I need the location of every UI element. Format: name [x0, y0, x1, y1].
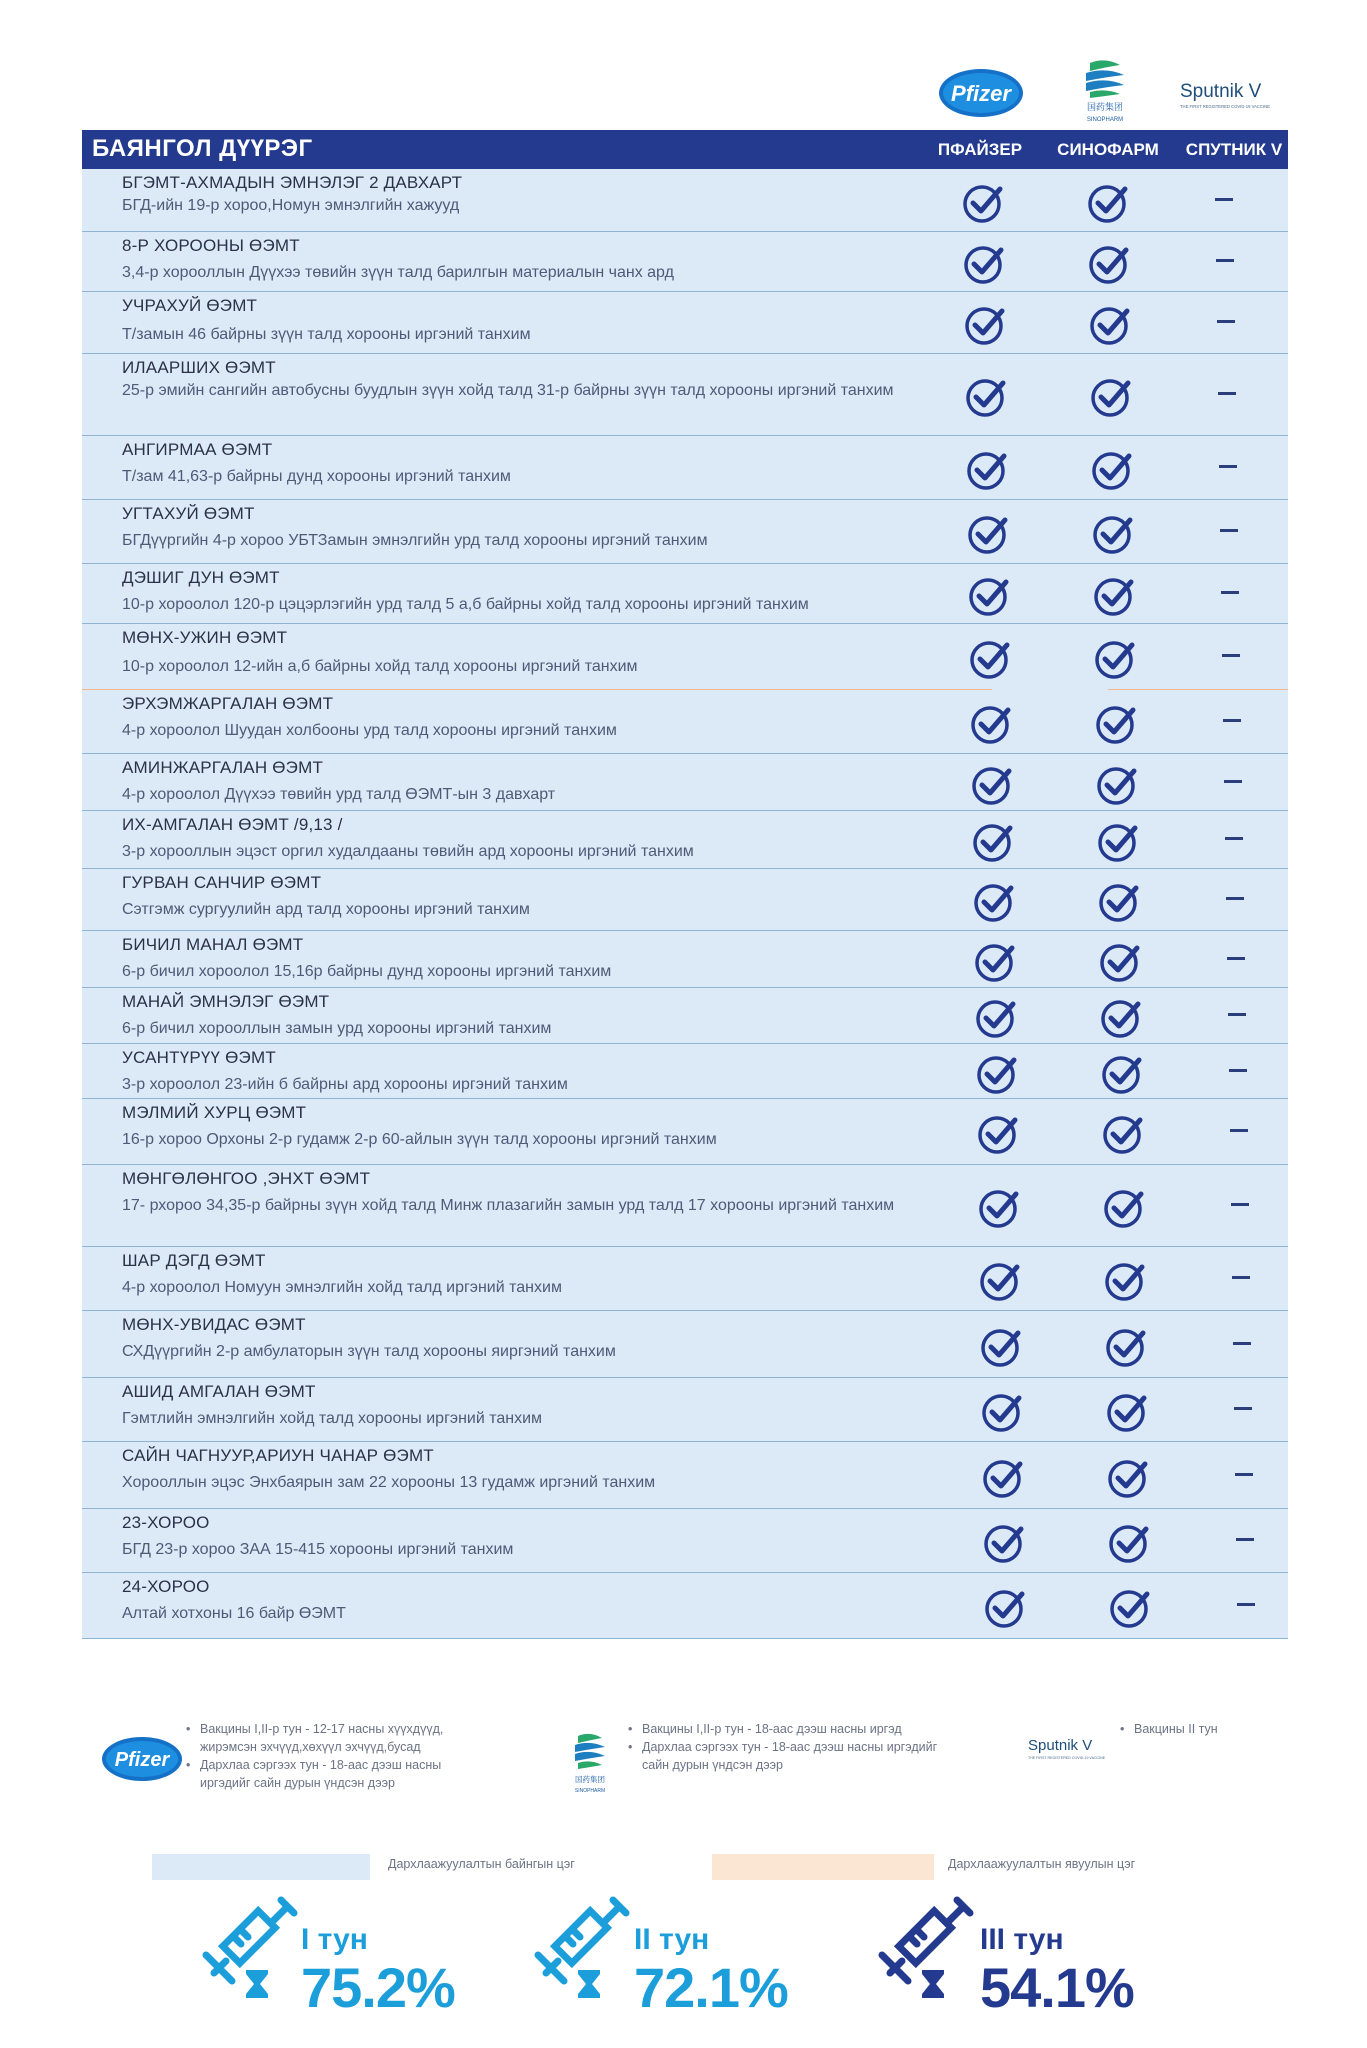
sinopharm-logo — [1070, 55, 1140, 125]
syringe-hourglass-icon — [186, 1895, 306, 2015]
dose-2-stat — [518, 1895, 788, 2048]
check-icon — [984, 1587, 1026, 1629]
point-name: АМИНЖАРГАЛАН ӨЭМТ — [122, 758, 324, 777]
table-row — [82, 564, 1288, 624]
column-pfizer: ПФАЙЗЕР — [937, 140, 1023, 159]
point-name: АШИД АМГАЛАН ӨЭМТ — [122, 1382, 316, 1401]
check-icon — [1102, 1113, 1144, 1155]
point-address: 10-р хороолол 12-ийн а,б байрны хойд талд хорооны иргэний танхим — [122, 658, 638, 675]
dash-icon — [1219, 465, 1237, 468]
point-address: 25-р эмийн сангийн автобусны буудлын зүүн хойд талд 31-р байрны зүүн талд хорооны иргэний танхим — [122, 382, 894, 399]
point-name: ШАР ДЭГД ӨЭМТ — [122, 1251, 266, 1270]
dash-icon — [1226, 897, 1244, 900]
point-name: МЭЛМИЙ ХУРЦ ӨЭМТ — [122, 1103, 307, 1122]
svg-text:SINOPHARM: SINOPHARM — [574, 1788, 606, 1794]
pfizer-logo — [100, 1734, 184, 1784]
svg-text:国药集团: 国药集团 — [575, 1775, 605, 1784]
check-icon — [1093, 575, 1135, 617]
sinopharm-legend-list — [628, 1720, 948, 1774]
svg-text:THE FIRST REGISTERED COVID-19: THE FIRST REGISTERED COVID-19 VACCINE — [1028, 1756, 1106, 1760]
point-name: УГТАХУЙ ӨЭМТ — [122, 504, 255, 523]
dash-icon — [1222, 654, 1240, 657]
point-address: 3-р хороолол 23-ийн б байрны ард хорооны иргэний танхим — [122, 1076, 568, 1093]
table-row — [82, 754, 1288, 811]
table-row — [82, 1509, 1288, 1573]
dash-icon — [1231, 1203, 1249, 1206]
point-address: 4-р хороолол Шуудан холбооны урд талд хорооны иргэний танхим — [122, 722, 617, 739]
check-icon — [1091, 449, 1133, 491]
dash-icon — [1225, 837, 1243, 840]
check-icon — [1094, 638, 1136, 680]
table-row — [82, 690, 1288, 754]
check-icon — [970, 703, 1012, 745]
point-address: Т/зам 41,63-р байрны дунд хорооны иргэний танхим — [122, 468, 511, 485]
sinopharm-logo — [566, 1730, 614, 1798]
table-row — [82, 436, 1288, 500]
dash-icon — [1221, 591, 1239, 594]
dash-icon — [1228, 1013, 1246, 1016]
point-name: 24-ХОРОО — [122, 1577, 210, 1596]
svg-text:Pfizer: Pfizer — [951, 81, 1011, 106]
point-name: МӨНГӨЛӨНГОО ,ЭНХТ ӨЭМТ — [122, 1169, 371, 1188]
check-icon — [973, 881, 1015, 923]
district-title: БАЯНГОЛ ДҮҮРЭГ — [92, 135, 313, 162]
check-icon — [1088, 243, 1130, 285]
dose-1-stat — [186, 1895, 455, 2048]
point-name: МӨНХ-УВИДАС ӨЭМТ — [122, 1315, 306, 1334]
check-icon — [963, 243, 1005, 285]
table-row — [82, 1165, 1288, 1247]
check-icon — [969, 638, 1011, 680]
point-address: 4-р хороолол Номуун эмнэлгийн хойд талд иргэний танхим — [122, 1279, 562, 1296]
check-icon — [967, 513, 1009, 555]
svg-text:THE FIRST REGISTERED COVID-19: THE FIRST REGISTERED COVID-19 VACCINE — [1180, 104, 1270, 109]
check-icon — [1090, 376, 1132, 418]
check-icon — [1100, 997, 1142, 1039]
point-name: ЭРХЭМЖАРГАЛАН ӨЭМТ — [122, 694, 334, 713]
dash-icon — [1215, 198, 1233, 201]
dose-3-percent: 54.1% — [980, 1956, 1134, 2019]
point-name: 23-ХОРОО — [122, 1513, 210, 1532]
dose-1-percent: 75.2% — [301, 1956, 455, 2019]
point-name: БИЧИЛ МАНАЛ ӨЭМТ — [122, 935, 304, 954]
point-name: САЙН ЧАГНУУР,АРИУН ЧАНАР ӨЭМТ — [122, 1446, 434, 1465]
point-address: Т/замын 46 байрны зүүн талд хорооны иргэний танхим — [122, 326, 531, 343]
table-row — [82, 500, 1288, 564]
point-address: Алтай хотхоны 16 байр ӨЭМТ — [122, 1605, 346, 1622]
point-address: 6-р бичил хороолол 15,16р байрны дунд хорооны иргэний танхим — [122, 963, 612, 980]
check-icon — [1097, 821, 1139, 863]
point-address: БГД-ийн 19-р хороо,Номун эмнэлгийн хажууд — [122, 197, 460, 214]
column-sputnik: СПУТНИК V — [1185, 140, 1283, 159]
table-row — [82, 988, 1288, 1044]
legend-item: • Вакцины I,II-р тун - 12-17 насны хүүхдүүд, жирэмсэн эхчүүд,хөхүүл эхчүүд,бусад — [186, 1720, 486, 1756]
check-icon — [1109, 1587, 1151, 1629]
vaccination-points-table — [82, 130, 1288, 1639]
table-row — [82, 811, 1288, 869]
point-address: 16-р хороо Орхоны 2-р гудамж 2-р 60-айлын зүүн талд хорооны иргэний танхим — [122, 1131, 717, 1148]
point-name: 8-Р ХОРООНЫ ӨЭМТ — [122, 236, 300, 255]
point-name: УСАНТҮРҮҮ ӨЭМТ — [122, 1048, 276, 1067]
check-icon — [980, 1326, 1022, 1368]
point-name: АНГИРМАА ӨЭМТ — [122, 440, 273, 459]
table-row — [82, 1044, 1288, 1099]
dash-icon — [1227, 957, 1245, 960]
table-body — [82, 169, 1288, 1639]
point-address: Хорооллын эцэс Энхбаярын зам 22 хорооны 13 гудамж иргэний танхим — [122, 1474, 656, 1491]
check-icon — [975, 997, 1017, 1039]
dose-2-percent: 72.1% — [634, 1956, 788, 2019]
check-icon — [978, 1187, 1020, 1229]
table-row — [82, 624, 1288, 690]
point-name: ДЭШИГ ДУН ӨЭМТ — [122, 568, 280, 587]
check-icon — [1103, 1187, 1145, 1229]
dash-icon — [1230, 1129, 1248, 1132]
dose-1-label: I тун — [301, 1923, 368, 1956]
check-icon — [1096, 764, 1138, 806]
point-address: Сэтгэмж сургуулийн ард талд хорооны иргэний танхим — [122, 901, 530, 918]
dash-icon — [1236, 1538, 1254, 1541]
dash-icon — [1237, 1603, 1255, 1606]
check-icon — [1105, 1326, 1147, 1368]
dash-icon — [1233, 1342, 1251, 1345]
dash-icon — [1235, 1473, 1253, 1476]
dash-icon — [1224, 780, 1242, 783]
dash-icon — [1220, 529, 1238, 532]
check-icon — [1092, 513, 1134, 555]
pfizer-logo — [936, 65, 1026, 121]
check-icon — [1106, 1391, 1148, 1433]
point-name: БГЭМТ-АХМАДЫН ЭМНЭЛЭГ 2 ДАВХАРТ — [122, 173, 463, 192]
check-icon — [1098, 881, 1140, 923]
sputnik-logo — [1028, 1730, 1118, 1766]
point-name: ИХ-АМГАЛАН ӨЭМТ /9,13 / — [122, 815, 343, 834]
table-header — [82, 130, 1288, 169]
check-icon — [977, 1113, 1019, 1155]
point-address: 3-р хорооллын эцэст оргил худалдааны төвийн ард хорооны иргэний танхим — [122, 843, 694, 860]
legend-item: • Дархлаа сэргээх тун - 18-аас дээш насны иргэдийг сайн дурын үндсэн дээр — [186, 1756, 486, 1792]
dose-2-label: II тун — [634, 1923, 710, 1956]
point-address: СХДүүргийн 2-р амбулаторын зүүн талд хорооны яиргэний танхим — [122, 1343, 616, 1360]
legend-item: • Дархлаа сэргээх тун - 18-аас дээш насны иргэдийг сайн дурын үндсэн дээр — [628, 1738, 948, 1774]
table-row — [82, 354, 1288, 436]
svg-text:国药集团: 国药集团 — [1086, 103, 1124, 113]
check-icon — [1099, 941, 1141, 983]
check-icon — [981, 1391, 1023, 1433]
point-name: ИЛААРШИХ ӨЭМТ — [122, 358, 276, 377]
permanent-point-label: Дархлаажуулалтын байнгын цэг — [388, 1857, 575, 1871]
svg-text:Sputnik V: Sputnik V — [1028, 1737, 1093, 1754]
table-row — [82, 232, 1288, 292]
check-icon — [1101, 1053, 1143, 1095]
check-icon — [1104, 1260, 1146, 1302]
check-icon — [983, 1522, 1025, 1564]
mobile-point-swatch — [712, 1854, 934, 1880]
point-address: 6-р бичил хорооллын замын урд хорооны иргэний танхим — [122, 1020, 552, 1037]
dose-3-label: III тун — [980, 1923, 1064, 1956]
check-icon — [1108, 1522, 1150, 1564]
legend-item: • Вакцины II тун — [1120, 1720, 1240, 1738]
permanent-point-swatch — [152, 1854, 370, 1880]
table-row — [82, 1099, 1288, 1165]
dash-icon — [1216, 259, 1234, 262]
dash-icon — [1234, 1407, 1252, 1410]
dose-3-stat — [862, 1895, 1142, 2048]
pfizer-legend-list — [186, 1720, 486, 1792]
check-icon — [976, 1053, 1018, 1095]
check-icon — [979, 1260, 1021, 1302]
check-icon — [971, 764, 1013, 806]
dash-icon — [1217, 320, 1235, 323]
check-icon — [972, 821, 1014, 863]
syringe-hourglass-icon — [862, 1895, 982, 2015]
check-icon — [974, 941, 1016, 983]
check-icon — [965, 376, 1007, 418]
svg-text:Pfizer: Pfizer — [114, 1749, 170, 1771]
point-address: Гэмтлийн эмнэлгийн хойд талд хорооны иргэний танхим — [122, 1410, 543, 1427]
column-sinopharm: СИНОФАРМ — [1057, 140, 1159, 159]
check-icon — [968, 575, 1010, 617]
check-icon — [966, 449, 1008, 491]
check-icon — [1087, 182, 1129, 224]
table-row — [82, 869, 1288, 931]
legend — [0, 1710, 1367, 1830]
point-address: БГД 23-р хороо ЗАА 15-415 хорооны иргэний танхим — [122, 1541, 514, 1558]
svg-text:SINOPHARM: SINOPHARM — [1086, 117, 1124, 123]
check-icon — [1107, 1457, 1149, 1499]
table-row — [82, 1311, 1288, 1378]
table-row — [82, 1442, 1288, 1509]
sputnik-logo — [1178, 75, 1288, 115]
point-address: 10-р хороолол 120-р цэцэрлэгийн урд талд 5 а,б байрны хойд талд хорооны иргэний танхим — [122, 596, 809, 613]
table-row — [82, 1573, 1288, 1639]
check-icon — [962, 182, 1004, 224]
point-address: 4-р хороолол Дүүхээ төвийн урд талд ӨЭМТ-ын 3 давхарт — [122, 786, 556, 803]
table-row — [82, 169, 1288, 232]
table-row — [82, 1247, 1288, 1311]
point-address: БГДүүргийн 4-р хороо УБТЗамын эмнэлгийн урд талд хорооны иргэний танхим — [122, 532, 708, 549]
check-icon — [1095, 703, 1137, 745]
vaccine-logos — [930, 55, 1290, 125]
table-row — [82, 931, 1288, 988]
dash-icon — [1218, 392, 1236, 395]
dash-icon — [1223, 719, 1241, 722]
dash-icon — [1232, 1276, 1250, 1279]
check-icon — [982, 1457, 1024, 1499]
sputnik-legend-list — [1120, 1720, 1240, 1738]
legend-item: • Вакцины I,II-р тун - 18-аас дээш насны иргэд — [628, 1720, 948, 1738]
table-row — [82, 1378, 1288, 1442]
mobile-point-label: Дархлаажуулалтын явуулын цэг — [948, 1857, 1136, 1871]
table-row — [82, 292, 1288, 354]
point-name: МӨНХ-УЖИН ӨЭМТ — [122, 628, 288, 647]
point-name: МАНАЙ ЭМНЭЛЭГ ӨЭМТ — [122, 992, 330, 1011]
point-name: ГУРВАН САНЧИР ӨЭМТ — [122, 873, 322, 892]
point-address: 17- рхороо 34,35-р байрны зүүн хойд талд Минж плазагийн замын урд талд 17 хорооны иргэний танхим — [122, 1197, 895, 1214]
check-icon — [964, 304, 1006, 346]
check-icon — [1089, 304, 1131, 346]
dash-icon — [1229, 1069, 1247, 1072]
syringe-hourglass-icon — [518, 1895, 638, 2015]
svg-text:Sputnik V: Sputnik V — [1180, 81, 1262, 102]
point-address: 3,4-р хорооллын Дүүхээ төвийн зүүн талд барилгын материалын чанх ард — [122, 264, 674, 281]
point-name: УЧРАХУЙ ӨЭМТ — [122, 296, 258, 315]
